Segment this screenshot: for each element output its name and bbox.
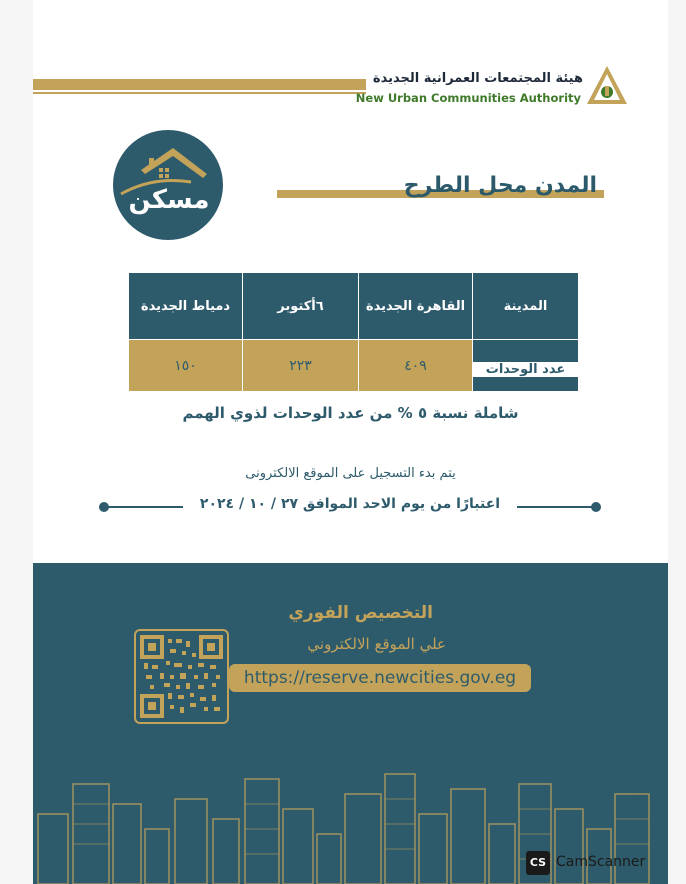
table-header-cell: ٦أكتوبر [243, 273, 359, 340]
table-cell: ١٥٠ [129, 340, 243, 392]
page-title: المدن محل الطرح [403, 173, 597, 198]
camscanner-text: CamScanner [556, 854, 646, 870]
table-row [129, 340, 579, 392]
divider-dot-right [591, 502, 601, 512]
org-name-arabic: هيئة المجتمعات العمرانية الجديدة [372, 71, 583, 86]
footer-title: التخصيص الفوري [288, 603, 433, 623]
table-header-cell: المدينة [473, 273, 579, 340]
qr-code-icon[interactable] [134, 629, 229, 724]
table-row-label-cell [473, 340, 579, 392]
header-gold-bar [33, 79, 366, 90]
qr-code-graphic [136, 631, 227, 722]
footer-subtitle: علي الموقع الالكتروني [307, 635, 446, 653]
nuca-logo-icon [585, 64, 629, 108]
table-header-row [129, 273, 579, 340]
table-cell: ٢٢٣ [243, 340, 359, 392]
table-row-label: عدد الوحدات [473, 362, 578, 377]
divider-dot-left [99, 502, 109, 512]
registration-line-1: يتم بدء التسجيل على الموقع الالكترونى [245, 466, 456, 481]
maskan-badge-icon [113, 130, 223, 240]
registration-line-2: اعتبارًا من يوم الاحد الموافق ٢٧ / ١٠ / ٢٠٢٤ [183, 496, 517, 512]
footer-section [33, 563, 668, 884]
table-header-cell: القاهرة الجديدة [359, 273, 473, 340]
flyer-page [33, 0, 668, 884]
camscanner-logo-icon: CS [526, 851, 550, 875]
units-table [128, 272, 579, 392]
reservation-url-link[interactable]: https://reserve.newcities.gov.eg [229, 664, 531, 692]
table-header-cell: دمياط الجديدة [129, 273, 243, 340]
header-gold-line [33, 92, 366, 94]
accessibility-note: شاملة نسبة ٥ % من عدد الوحدات لذوي الهمم [182, 404, 519, 422]
table-cell: ٤٠٩ [359, 340, 473, 392]
camscanner-watermark [526, 851, 666, 875]
badge-text: مسكن [128, 185, 210, 215]
org-name-english: New Urban Communities Authority [355, 91, 581, 105]
